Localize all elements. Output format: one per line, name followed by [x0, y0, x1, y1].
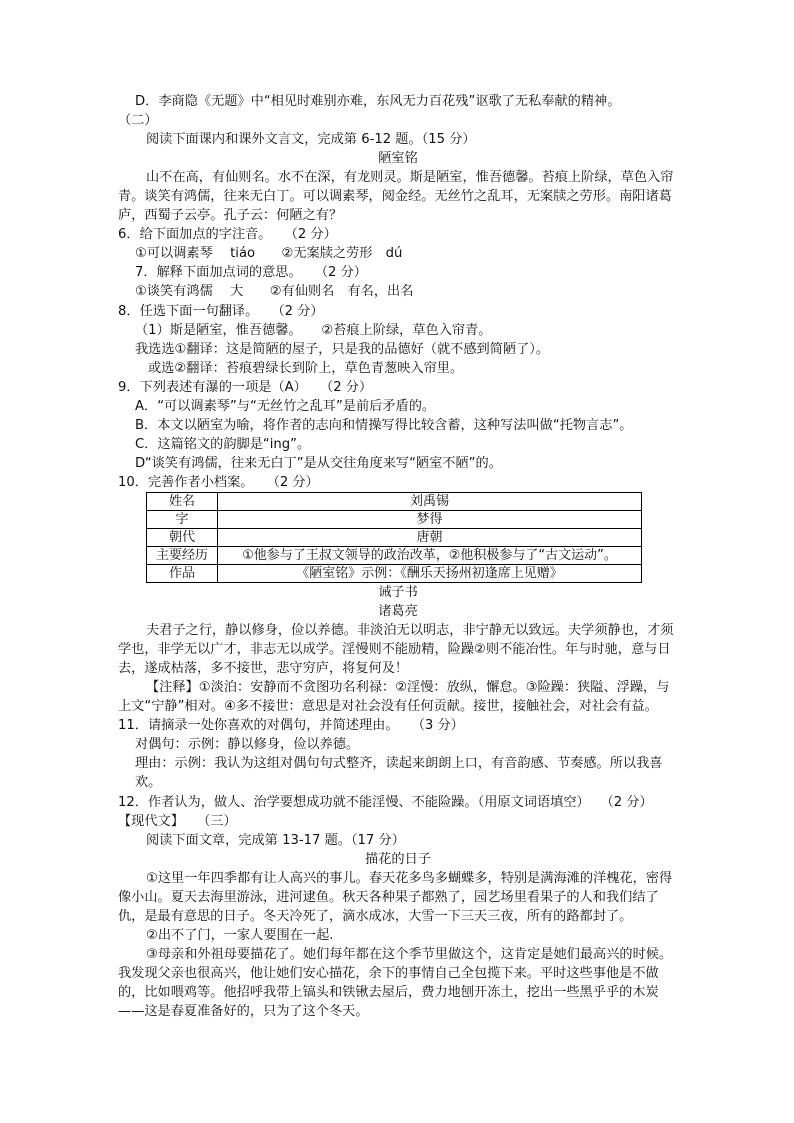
question-8-options: （1）斯是陋室，惟吾德馨。 ②苔痕上阶绿，草色入帘青。	[135, 322, 492, 338]
table-row	[147, 564, 642, 582]
article-title-miaohua: 描花的日子	[365, 851, 431, 867]
exam-page	[118, 92, 678, 1021]
question-7: 7．解释下面加点词的意思。 （2 分）	[135, 265, 367, 281]
table-cell-label: 作品	[147, 564, 218, 582]
essay-title-jiezishu: 诫子书	[378, 584, 418, 600]
answer-8-option-1: 我选选①翻译：这是简陋的屋子，只是我的品德好（就不感到简陋了）。	[135, 341, 550, 357]
poem-text-loushiming: 山不在高，有仙则名。水不在深，有龙则灵。斯是陋室，惟吾德馨。苔痕上阶绿，草色入帘青。谈笑有鸿儒，往来无白丁。可以调素琴，阅金经。无丝竹之乱耳，无案牍之劳形。南阳诸葛庐，西蜀子云亭。孔子云：何陋之有？	[118, 170, 674, 224]
table-cell-value: ①他参与了王叔文领导的政治改革，②他积极参与了“古文运动”。	[218, 546, 642, 564]
answer-6: ①可以调素琴 tiáo ②无案牍之劳形 dú	[135, 246, 403, 262]
article-paragraph-1: ①这里一年四季都有让人高兴的事儿。春天花多鸟多蝴蝶多，特别是满海滩的洋槐花，密得像小山。夏天去海里游泳，进河逮鱼。秋天各种果子都熟了，园艺场里看果子的人和我们结了仇，是最有意思的日子。冬天冷死了，滴水成冰，大雪一下三天三夜，所有的路都封了。	[118, 870, 673, 924]
poem-title-loushiming: 陋室铭	[378, 151, 418, 167]
question-6: 6．给下面加点的字注音。 （2 分）	[118, 227, 337, 243]
table-cell-label: 朝代	[147, 528, 218, 546]
table-cell-value: 刘禹锡	[218, 492, 642, 510]
essay-author: 诸葛亮	[378, 604, 418, 620]
table-cell-value: 梦得	[218, 510, 642, 528]
annotation-note: 【注释】①淡泊：安静而不贪图功名利禄：②淫慢：放纵，懈怠。③险躁：狭隘、浮躁，与上文“宁静”相对。④多不接世：意思是对社会没有任何贡献。接世，接触社会，对社会有益。	[118, 680, 670, 715]
option-d-previous: D．李商隐《无题》中“相见时难别亦难，东风无力百花残”讴歌了无私奉献的精神。	[135, 94, 621, 109]
table-cell-value: 《陋室铭》示例：《酬乐天扬州初逢席上见赠》	[218, 564, 642, 582]
table-row	[147, 546, 642, 564]
question-12: 12．作者认为，做人、治学要想成功就不能淫慢、不能险躁。（用原文词语填空） （2 分）	[118, 794, 653, 810]
question-9-option-d: D“谈笑有鸿儒，往来无白丁”是从交往角度来写“陋室不陋”的。	[135, 455, 502, 471]
answer-11-reason: 理由：示例：我认为这组对偶句句式整齐，读起来朗朗上口，有音韵感、节奏感。所以我喜欢。	[135, 756, 663, 791]
table-row	[147, 510, 642, 528]
question-9: 9．下列表述有瀑的一项是（A） （2 分）	[118, 379, 373, 395]
table-cell-value: 唐朝	[218, 528, 642, 546]
section-2-heading: （二）	[118, 113, 158, 129]
answer-7: ①谈笑有鸿儒 大 ②有仙则名 有名，出名	[135, 284, 414, 300]
article-paragraph-2: ②出不了门，一家人要围在一起.	[146, 927, 334, 943]
author-profile-table	[146, 492, 642, 583]
question-10: 10．完善作者小档案。 （2 分）	[118, 474, 319, 490]
question-8: 8．任选下面一句翻译。 （2 分）	[118, 303, 324, 319]
question-9-option-b: B．本文以陋室为喻，将作者的志向和情操写得比较含蓄，这种写法叫做“托物言志”。	[135, 417, 633, 433]
answer-8-option-2: 或选②翻译：苔痕碧绿长到阶上，草色青葱映入帘里。	[148, 360, 464, 376]
article-paragraph-3: ③母亲和外祖母要描花了。她们每年都在这个季节里做这个，这肯定是她们最高兴的时候。我发现父亲也很高兴，他让她们安心描花，余下的事情自己全包揽下来。平时这些事他是不做的，比如喂鸡等。他招呼我带上镐头和铁锹去屋后，费力地刨开冻土，挖出一些黑乎乎的木炭——这是春夏准备好的，只为了这个冬天。	[118, 946, 673, 1020]
table-row	[147, 528, 642, 546]
section-3-heading: 【现代文】 （三）	[118, 813, 237, 829]
table-cell-label: 主要经历	[147, 546, 218, 564]
table-cell-label: 字	[147, 510, 218, 528]
section-3-instruction: 阅读下面文章，完成第 13-17 题。（17 分）	[146, 832, 405, 848]
table-cell-label: 姓名	[147, 492, 218, 510]
section-2-instruction: 阅读下面课内和课外文言文，完成第 6-12 题。（15 分）	[146, 132, 476, 148]
question-9-option-c: C．这篇铭文的韵脚是“ing”。	[135, 436, 311, 452]
table-row	[147, 492, 642, 510]
question-9-option-a: A．“可以调素琴”与“无丝竹之乱耳”是前后矛盾的。	[135, 398, 436, 414]
essay-text-jiezishu: 夫君子之行，静以修身，俭以养德。非淡泊无以明志，非宁静无以致远。夫学须静也，才须学也，非学无以广才，非志无以成学。淫慢则不能励精，险躁②则不能冶性。年与时驰，意与日去，遂成枯落，多不接世，悲守穷庐，将复何及！	[118, 623, 674, 677]
question-11: 11．请摘录一处你喜欢的对偶句，并简述理由。 （3 分）	[118, 718, 464, 734]
answer-11-couplet: 对偶句：示例：静以修身，俭以养德。	[135, 737, 360, 753]
